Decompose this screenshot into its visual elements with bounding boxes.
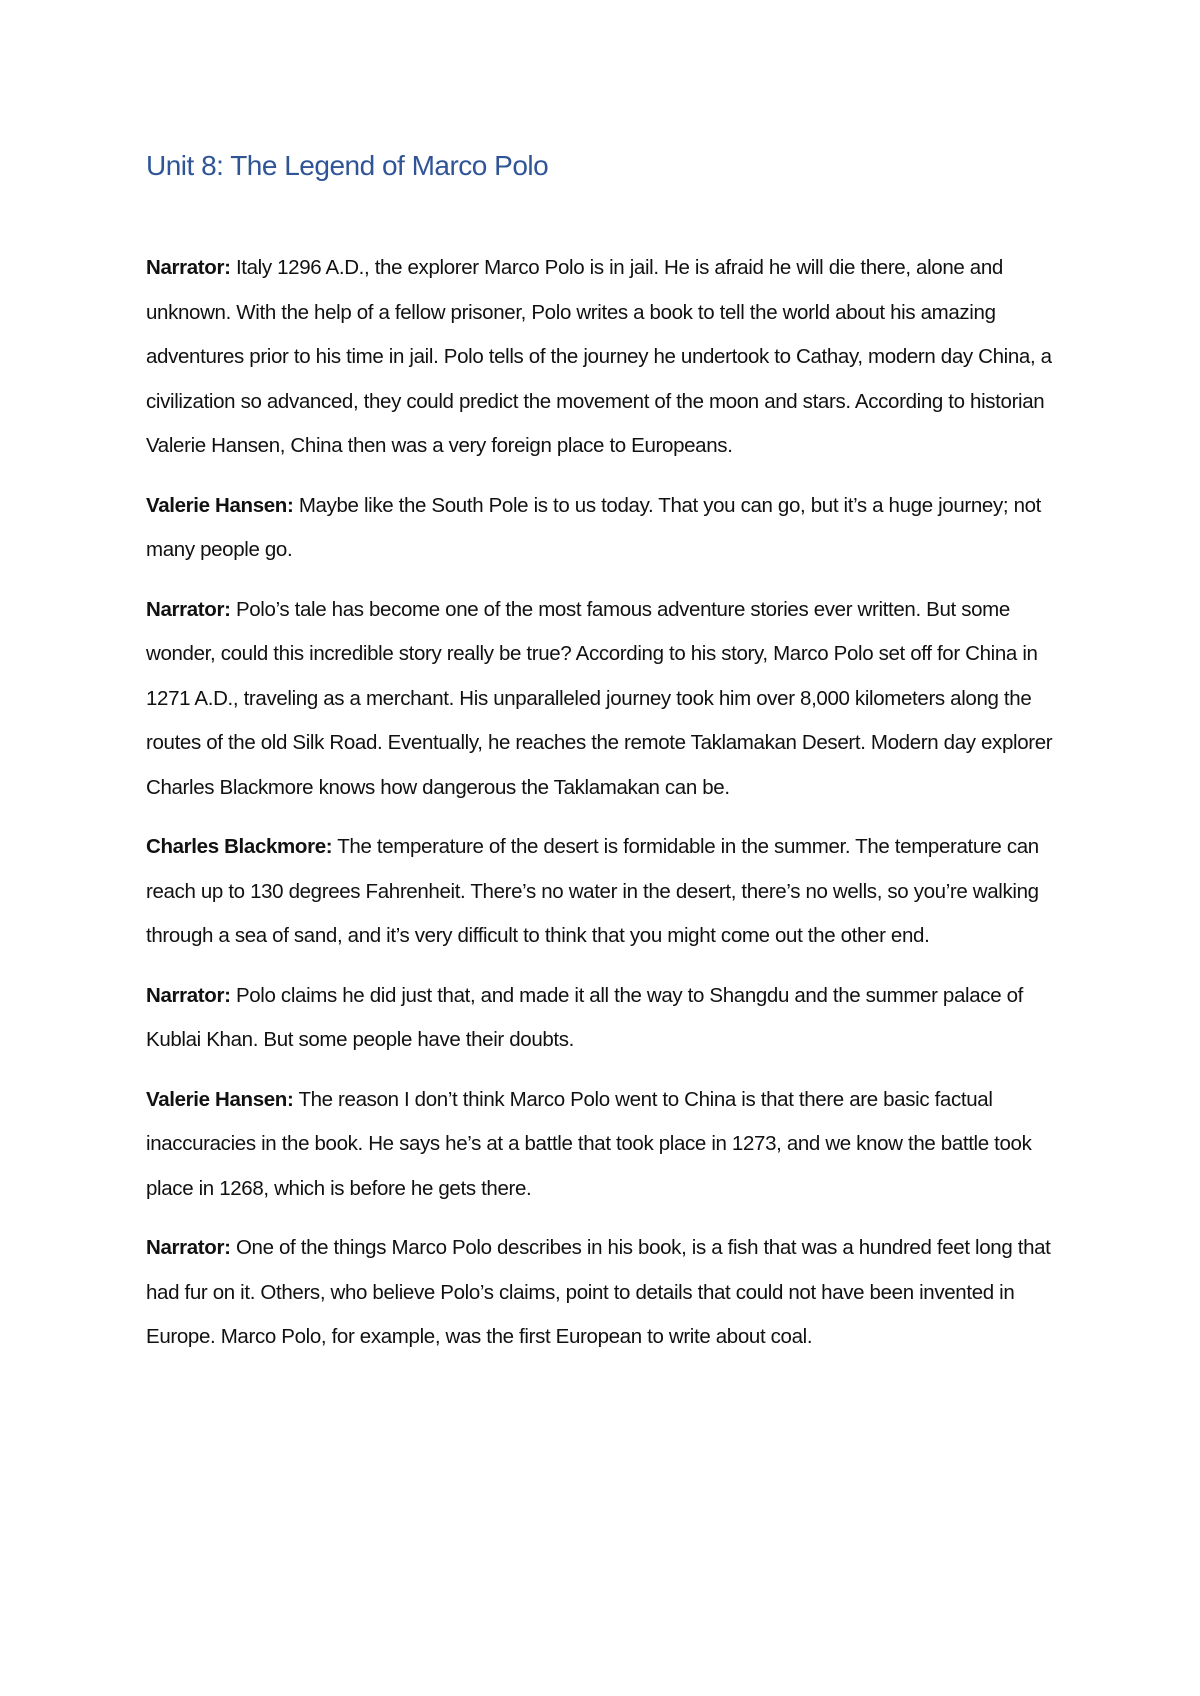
transcript-body: [146, 246, 1066, 1375]
transcript-paragraph: [146, 1078, 1066, 1212]
paragraph-text: Maybe like the South Pole is to us today. That you can go, but it’s a huge journey; not many people go.: [146, 493, 1042, 561]
transcript-paragraph: [146, 974, 1066, 1063]
speaker-name: Valerie Hansen:: [146, 493, 294, 517]
speaker-name: Narrator:: [146, 256, 231, 279]
speaker-name: Narrator:: [146, 983, 231, 1007]
transcript-paragraph: [146, 246, 1066, 469]
speaker-name: Narrator:: [146, 597, 231, 621]
paragraph-text: Italy 1296 A.D., the explorer Marco Polo is in jail. He is afraid he will die there, alone and unknown. With the help of a fellow prisoner, Polo writes a book to tell the world about his amazing adventures prior to his time in jail. Polo tells of the journey he undertook to Cathay, modern day China, a civilization so advanced, they could predict the movement of the moon and stars. According to historian Valerie Hansen, China then was a very foreign place to Europeans.: [146, 256, 1052, 457]
paragraph-text: The reason I don’t think Marco Polo went to China is that there are basic factual inaccuracies in the book. He says he’s at a battle that took place in 1273, and we know the battle took place in 1268, which is before he gets there.: [146, 1087, 1032, 1200]
transcript-paragraph: [146, 825, 1066, 959]
transcript-paragraph: [146, 1226, 1066, 1360]
paragraph-text: Polo claims he did just that, and made it all the way to Shangdu and the summer palace of Kublai Khan. But some people have their doubts.: [146, 983, 1023, 1051]
transcript-paragraph: [146, 484, 1066, 573]
speaker-name: Valerie Hansen:: [146, 1087, 294, 1111]
paragraph-text: One of the things Marco Polo describes in his book, is a fish that was a hundred feet long that had fur on it. Others, who believe Polo’s claims, point to details that could not have been invented in Europe. Marco Polo, for example, was the first European to write about coal.: [146, 1236, 1051, 1348]
speaker-name: Narrator:: [146, 1236, 231, 1259]
transcript-paragraph: [146, 588, 1066, 811]
paragraph-text: The temperature of the desert is formidable in the summer. The temperature can reach up to 130 degrees Fahrenheit. There’s no water in the desert, there’s no wells, so you’re walking through a sea of sand, and it’s very difficult to think that you might come out the other end.: [146, 835, 1039, 947]
paragraph-text: Polo’s tale has become one of the most famous adventure stories ever written. But some wonder, could this incredible story really be true? According to his story, Marco Polo set off for China in 1271 A.D., traveling as a merchant. His unparalleled journey took him over 8,000 kilometers along the routes of the old Silk Road. Eventually, he reaches the remote Taklamakan Desert. Modern day explorer Charles Blackmore knows how dangerous the Taklamakan can be.: [146, 597, 1053, 799]
document-title: Unit 8: The Legend of Marco Polo: [146, 150, 549, 181]
speaker-name: Charles Blackmore:: [146, 835, 333, 858]
